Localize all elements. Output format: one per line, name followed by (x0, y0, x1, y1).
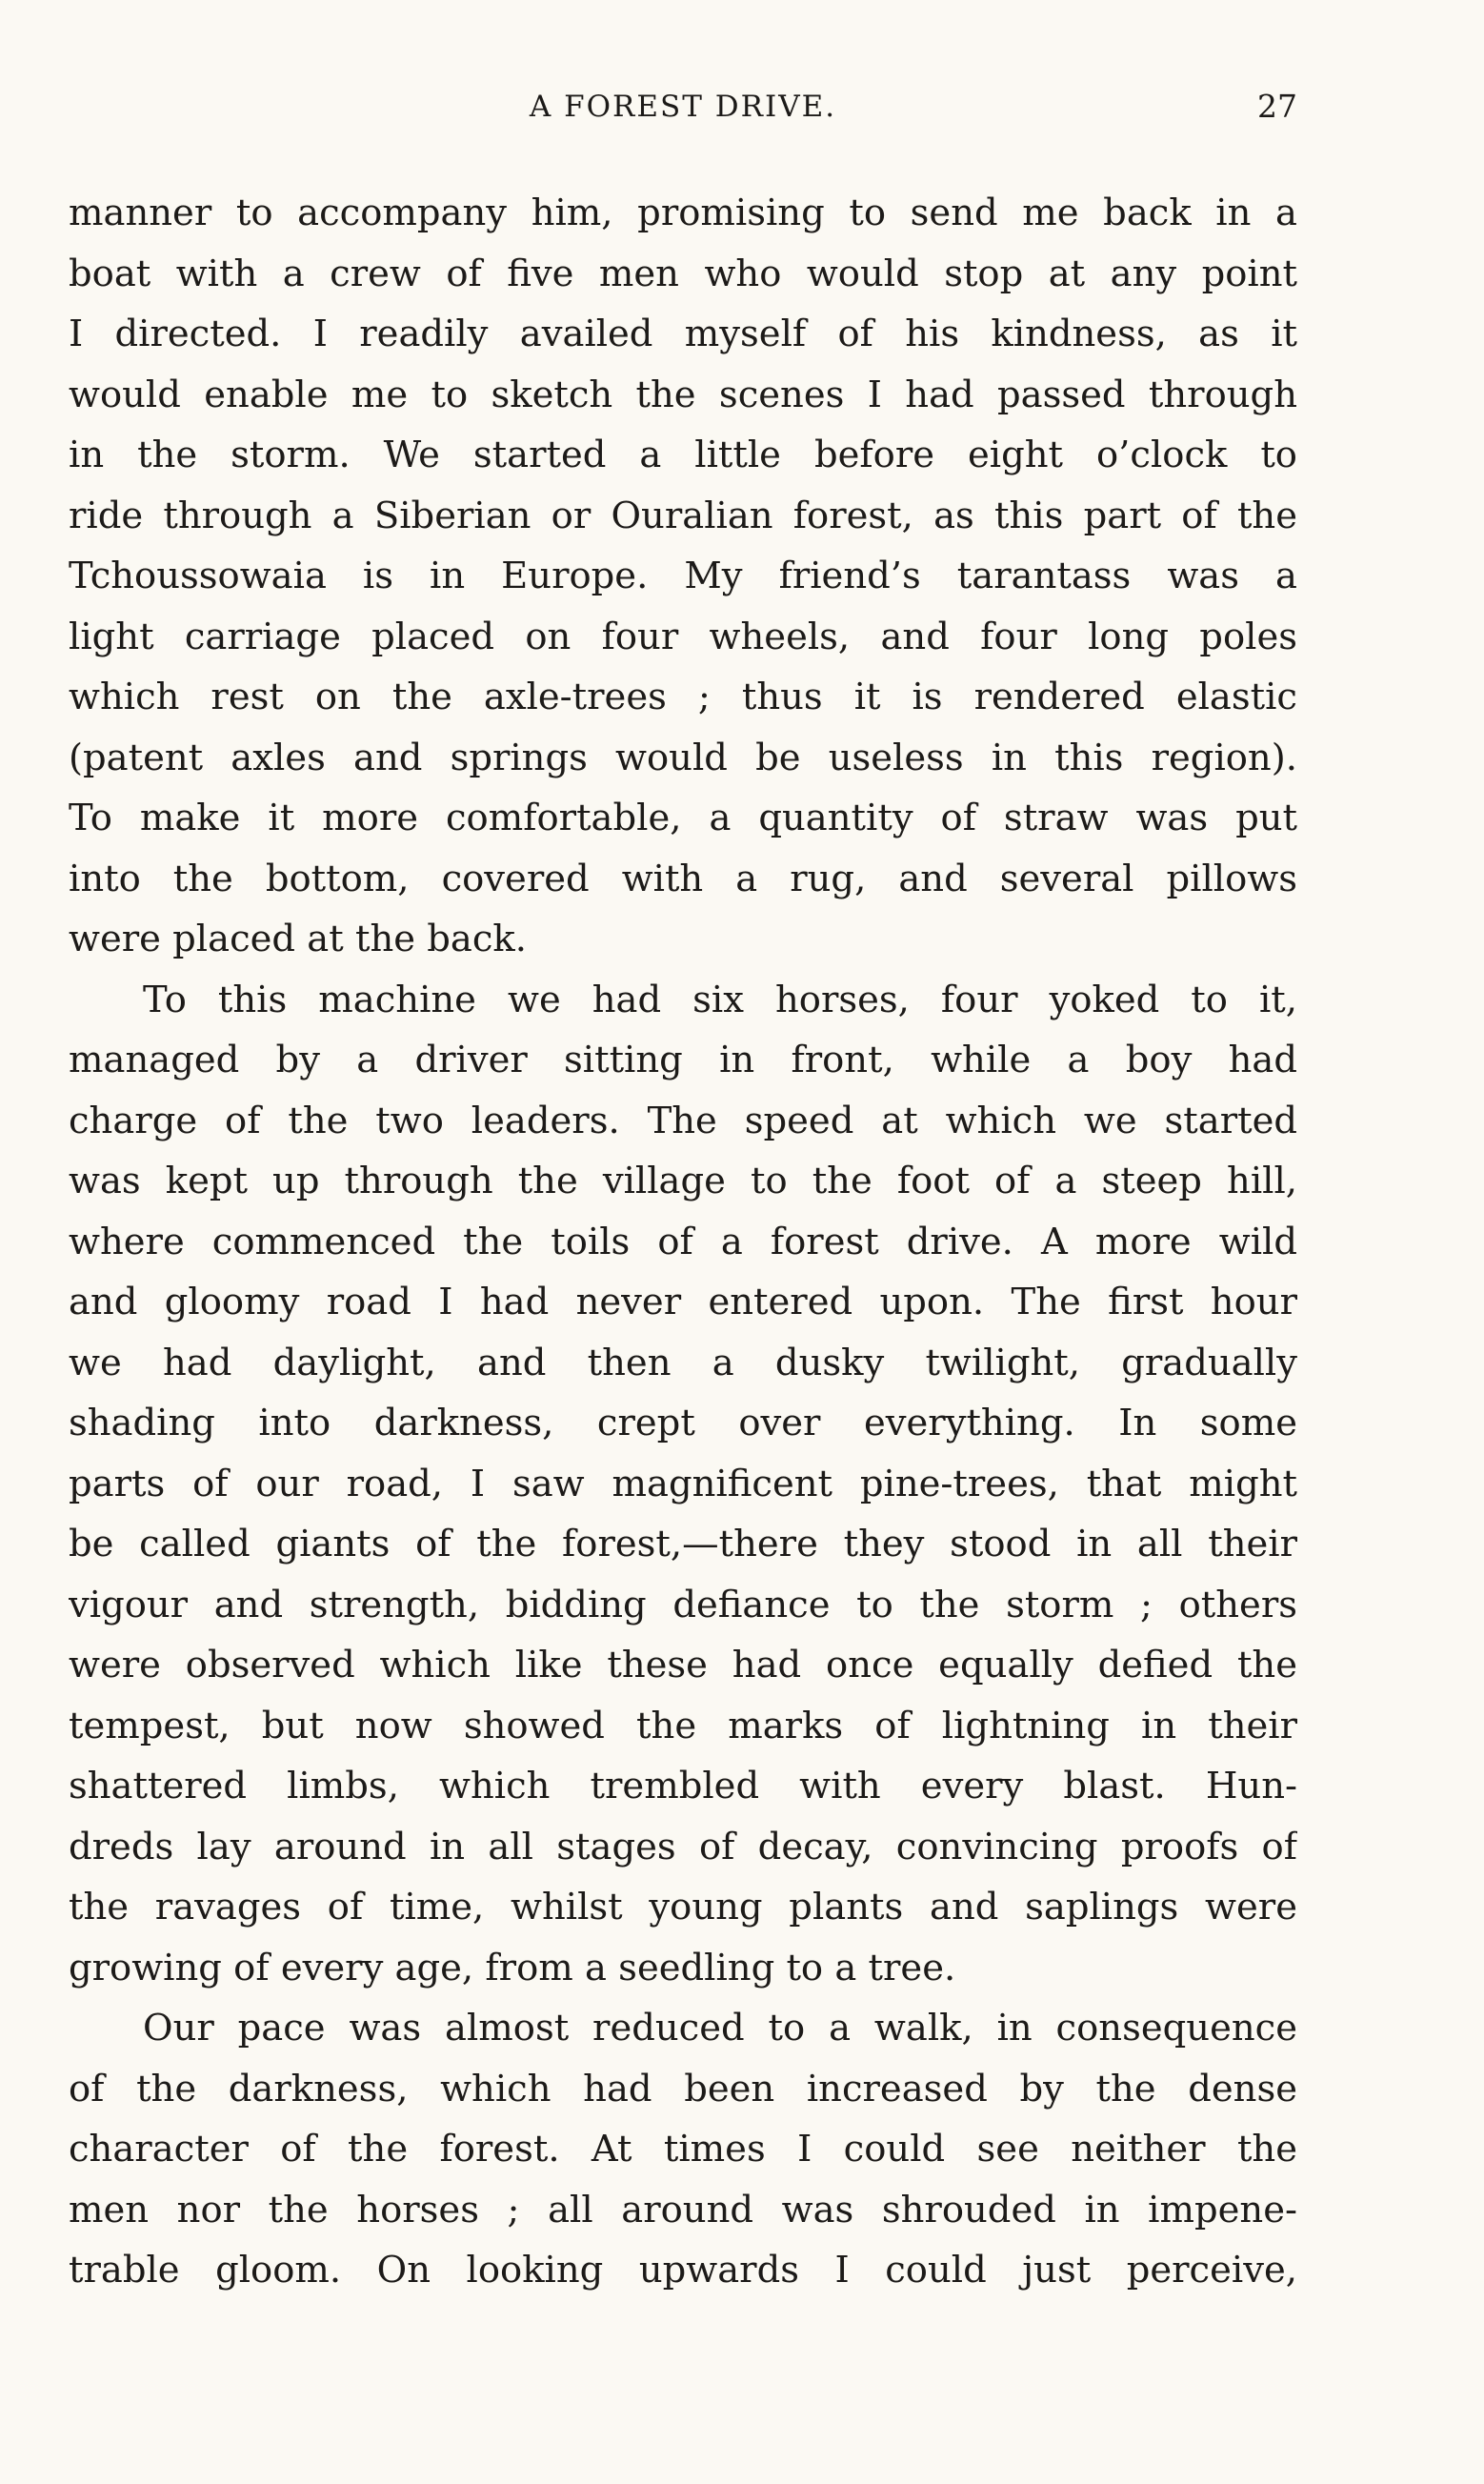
text-line: growing of every age, from a seedling to a tree. (69, 1946, 956, 1989)
text-line: we had daylight, and then a dusky twilight, gradually (69, 1341, 1297, 1384)
text-line: tempest, but now showed the marks of lightning in their (69, 1704, 1297, 1747)
text-line: were observed which like these had once equally defied the (69, 1644, 1297, 1686)
page-header (69, 78, 1297, 135)
text-line: parts of our road, I saw magnificent pine-trees, that might (69, 1462, 1297, 1505)
text-line: To make it more comfortable, a quantity of straw was put (69, 797, 1297, 839)
text-line: light carriage placed on four wheels, and four long poles (69, 615, 1297, 658)
text-line: shattered limbs, which trembled with every blast. Hun- (69, 1765, 1297, 1807)
text-line: character of the forest. At times I could see neither the (69, 2128, 1297, 2171)
page-number: 27 (1257, 88, 1297, 125)
text-line: shading into darkness, crept over everything. In some (69, 1402, 1297, 1444)
running-title: A FOREST DRIVE. (529, 90, 837, 124)
text-line: (patent axles and springs would be useless in this region). (69, 736, 1297, 779)
text-line: men nor the horses ; all around was shrouded in impene- (69, 2188, 1297, 2232)
text-line: where commenced the toils of a forest drive. A more wild (69, 1220, 1297, 1263)
body-text (69, 183, 1297, 2301)
text-line: in the storm. We started a little before eight o’clock to (69, 434, 1297, 476)
text-line: boat with a crew of five men who would stop at any point (69, 252, 1297, 295)
text-line: the ravages of time, whilst young plants and saplings were (69, 1886, 1297, 1929)
text-line: which rest on the axle-trees ; thus it is rendered elastic (69, 676, 1297, 718)
text-line: To this machine we had six horses, four yoked to it, (143, 978, 1297, 1021)
text-line: were placed at the back. (69, 918, 527, 960)
text-line: into the bottom, covered with a rug, and several pillows (69, 857, 1297, 900)
text-line: vigour and strength, bidding defiance to the storm ; others (69, 1583, 1297, 1626)
text-line: charge of the two leaders. The speed at which we started (69, 1099, 1297, 1142)
text-line: managed by a driver sitting in front, while a boy had (69, 1039, 1297, 1081)
text-line: I directed. I readily availed myself of his kindness, as it (69, 313, 1297, 355)
text-line: Our pace was almost reduced to a walk, in consequence (143, 2007, 1297, 2050)
text-line: be called giants of the forest,—there they stood in all their (69, 1523, 1297, 1565)
text-line: was kept up through the village to the foot of a steep hill, (69, 1160, 1297, 1202)
text-line: ride through a Siberian or Ouralian forest, as this part of the (69, 494, 1297, 537)
text-line: would enable me to sketch the scenes I had passed through (69, 373, 1297, 416)
text-line: trable gloom. On looking upwards I could just perceive, (69, 2249, 1297, 2292)
text-line: manner to accompany him, promising to send me back in a (69, 192, 1297, 234)
text-line: Tchoussowaia is in Europe. My friend’s tarantass was a (69, 555, 1297, 597)
text-line: of the darkness, which had been increased by the dense (69, 2067, 1297, 2110)
text-line: dreds lay around in all stages of decay, convincing proofs of (69, 1825, 1297, 1868)
text-line: and gloomy road I had never entered upon. The first hour (69, 1281, 1297, 1323)
